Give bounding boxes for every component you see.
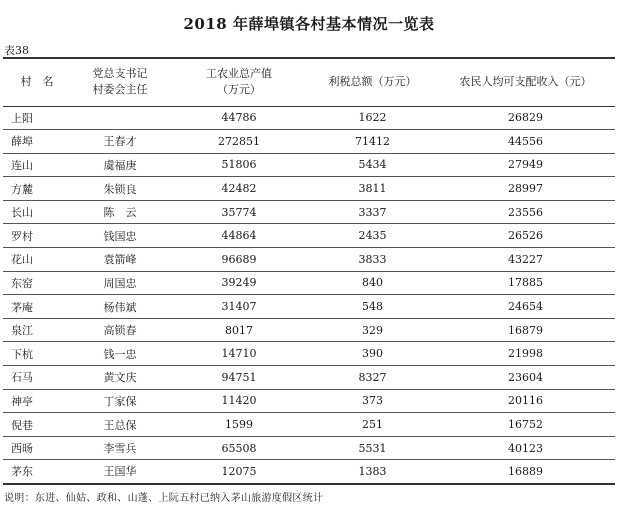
village-cell: 连山 <box>3 153 71 177</box>
income-cell: 27949 <box>436 153 615 177</box>
village-cell: 倪巷 <box>3 413 71 437</box>
output-cell: 94751 <box>169 366 309 390</box>
secretary-cell: 杨伟斌 <box>71 295 169 319</box>
village-cell: 下杭 <box>3 342 71 366</box>
table-row <box>3 200 615 224</box>
tax-cell: 3337 <box>309 200 436 224</box>
footnote: 说明：东进、仙姑、政和、山蓬、上阮五村已纳入茅山旅游度假区统计 <box>4 493 324 504</box>
village-table <box>3 57 615 485</box>
secretary-cell: 李雪兵 <box>71 436 169 460</box>
header-output-line1: 工农业总产值 <box>206 67 272 81</box>
tax-cell: 840 <box>309 271 436 295</box>
income-cell: 26526 <box>436 224 615 248</box>
income-cell: 24654 <box>436 295 615 319</box>
output-cell: 96689 <box>169 248 309 272</box>
table-row <box>3 436 615 460</box>
table-row <box>3 342 615 366</box>
header-output-line2: （万元） <box>217 83 261 97</box>
output-cell: 35774 <box>169 200 309 224</box>
income-cell: 44556 <box>436 130 615 154</box>
table-row <box>3 460 615 484</box>
table-row <box>3 177 615 201</box>
page-title: 2018 年薛埠镇各村基本情况一览表 <box>183 15 435 33</box>
village-cell: 石马 <box>3 366 71 390</box>
tax-cell: 8327 <box>309 366 436 390</box>
secretary-cell: 高锁春 <box>71 318 169 342</box>
village-cell: 花山 <box>3 248 71 272</box>
secretary-cell: 陈 云 <box>71 200 169 224</box>
tax-cell: 390 <box>309 342 436 366</box>
output-cell: 272851 <box>169 130 309 154</box>
table-header-row <box>3 58 615 106</box>
income-cell: 17885 <box>436 271 615 295</box>
header-secretary-line2: 村委会主任 <box>92 83 148 97</box>
village-cell: 西旸 <box>3 436 71 460</box>
village-cell: 茅庵 <box>3 295 71 319</box>
secretary-cell: 周国忠 <box>71 271 169 295</box>
tax-cell: 1383 <box>309 460 436 484</box>
tax-cell: 548 <box>309 295 436 319</box>
table-row <box>3 106 615 130</box>
output-cell: 31407 <box>169 295 309 319</box>
output-cell: 1599 <box>169 413 309 437</box>
output-cell: 14710 <box>169 342 309 366</box>
village-cell: 泉江 <box>3 318 71 342</box>
village-cell: 方麓 <box>3 177 71 201</box>
header-village: 村 名 <box>3 58 71 106</box>
tax-cell: 3833 <box>309 248 436 272</box>
income-cell: 43227 <box>436 248 615 272</box>
income-cell: 28997 <box>436 177 615 201</box>
secretary-cell: 袁箭峰 <box>71 248 169 272</box>
output-cell: 39249 <box>169 271 309 295</box>
secretary-cell: 丁家保 <box>71 389 169 413</box>
secretary-cell: 黄文庆 <box>71 366 169 390</box>
tax-cell: 373 <box>309 389 436 413</box>
tax-cell: 71412 <box>309 130 436 154</box>
output-cell: 11420 <box>169 389 309 413</box>
header-tax: 利税总额（万元） <box>309 58 436 106</box>
tax-cell: 5434 <box>309 153 436 177</box>
output-cell: 12075 <box>169 460 309 484</box>
tax-cell: 5531 <box>309 436 436 460</box>
output-cell: 42482 <box>169 177 309 201</box>
income-cell: 16752 <box>436 413 615 437</box>
table-row <box>3 318 615 342</box>
tax-cell: 3811 <box>309 177 436 201</box>
income-cell: 40123 <box>436 436 615 460</box>
village-cell: 上阳 <box>3 106 71 130</box>
table-row <box>3 224 615 248</box>
village-cell: 茅东 <box>3 460 71 484</box>
table-row <box>3 389 615 413</box>
output-cell: 65508 <box>169 436 309 460</box>
output-cell: 44864 <box>169 224 309 248</box>
table-row <box>3 295 615 319</box>
income-cell: 21998 <box>436 342 615 366</box>
tax-cell: 2435 <box>309 224 436 248</box>
income-cell: 20116 <box>436 389 615 413</box>
secretary-cell: 王总保 <box>71 413 169 437</box>
header-income: 农民人均可支配收入（元） <box>436 58 615 106</box>
tax-cell: 251 <box>309 413 436 437</box>
table-row <box>3 271 615 295</box>
table-row <box>3 153 615 177</box>
secretary-cell: 虞福庚 <box>71 153 169 177</box>
secretary-cell: 钱国忠 <box>71 224 169 248</box>
header-secretary <box>71 58 169 106</box>
table-number: 表38 <box>4 44 29 57</box>
village-cell: 神亭 <box>3 389 71 413</box>
income-cell: 16879 <box>436 318 615 342</box>
table-row <box>3 130 615 154</box>
village-cell: 东窑 <box>3 271 71 295</box>
village-cell: 薛埠 <box>3 130 71 154</box>
village-cell: 长山 <box>3 200 71 224</box>
income-cell: 23604 <box>436 366 615 390</box>
table-row <box>3 413 615 437</box>
secretary-cell: 王国华 <box>71 460 169 484</box>
tax-cell: 1622 <box>309 106 436 130</box>
output-cell: 44786 <box>169 106 309 130</box>
income-cell: 16889 <box>436 460 615 484</box>
output-cell: 8017 <box>169 318 309 342</box>
income-cell: 26829 <box>436 106 615 130</box>
secretary-cell: 王春才 <box>71 130 169 154</box>
secretary-cell: 钱一忠 <box>71 342 169 366</box>
header-output <box>169 58 309 106</box>
secretary-cell <box>71 106 169 130</box>
output-cell: 51806 <box>169 153 309 177</box>
header-secretary-line1: 党总支书记 <box>92 67 148 81</box>
table-row <box>3 248 615 272</box>
income-cell: 23556 <box>436 200 615 224</box>
table-row <box>3 366 615 390</box>
tax-cell: 329 <box>309 318 436 342</box>
village-cell: 罗村 <box>3 224 71 248</box>
secretary-cell: 朱锁良 <box>71 177 169 201</box>
